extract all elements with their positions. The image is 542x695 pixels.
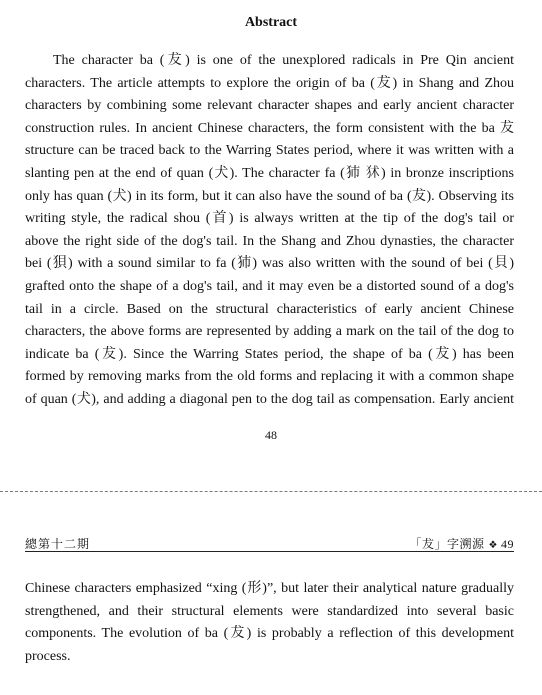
abstract-line: characters. The article attempts to explore the origin of ba (犮) in Shang and Zhou [25, 75, 514, 91]
continuation-line: components. The evolution of ba (犮) is probably a reflection of this development [25, 626, 514, 642]
continuation-line: Chinese characters emphasized “xing (形)”, but later their analytical nature gradually [25, 581, 514, 596]
page-break-divider [0, 491, 542, 492]
continuation-line: strengthened, and their structural elements were standardized into several basic [25, 603, 514, 619]
abstract-line: characters by combining some relevant character shapes and early ancient character [25, 98, 514, 114]
abstract-line: only has quan (犬) in its form, but it can also have the sound of ba (犮). Observing its [25, 188, 514, 204]
page-number: 48 [265, 428, 277, 442]
abstract-line: of quan (犬), and adding a diagonal pen to the dog tail as compensation. Early ancient [25, 391, 514, 407]
abstract-line: The character ba (犮) is one of the unexplored radicals in Pre Qin ancient [53, 53, 514, 68]
abstract-line: structure can be traced back to the Warring States period, where it was written with a [25, 143, 514, 159]
continuation-line: process. [25, 648, 71, 664]
header-right-group [410, 535, 514, 552]
diamond-ornament-icon: ❖ [488, 540, 498, 551]
abstract-body [25, 50, 514, 412]
abstract-line: tail in a circle. Based on the structural characteristics of early ancient Chinese [25, 301, 514, 317]
abstract-heading: Abstract [244, 15, 298, 30]
abstract-line: above the right side of the dog's tail. In the Shang and Zhou dynasties, the character [25, 233, 514, 249]
abstract-line: indicate ba (犮). Since the Warring States period, the shape of ba (犮) has been [25, 346, 514, 362]
continuation-body [25, 578, 514, 668]
running-header [25, 535, 514, 552]
abstract-line: grafted onto the shape of a dog's tail, and it may even be a distorted sound of a dog's [25, 278, 514, 294]
abstract-line: construction rules. In ancient Chinese characters, the form consistent with the ba 犮 [25, 120, 514, 136]
abstract-line: slanting pen at the end of quan (犬). The character fa (犻 𤝞) in bronze inscriptions [25, 165, 514, 181]
article-short-title: 「犮」字溯源 [409, 537, 485, 551]
header-page-number: 49 [501, 537, 514, 551]
abstract-line: writing style, the radical shou (首) is always written at the tip of the dog's tail or [25, 211, 514, 227]
journal-issue-label: 總第十二期 [25, 537, 91, 551]
abstract-line: bei (狽) with a sound similar to fa (犻) was also written with the sound of bei (貝) [25, 256, 514, 272]
abstract-line: characters, the above forms are represented by adding a mark on the tail of the dog to [25, 324, 514, 340]
abstract-line: formed by removing marks from the old forms and replacing it with a common shape [25, 369, 514, 385]
